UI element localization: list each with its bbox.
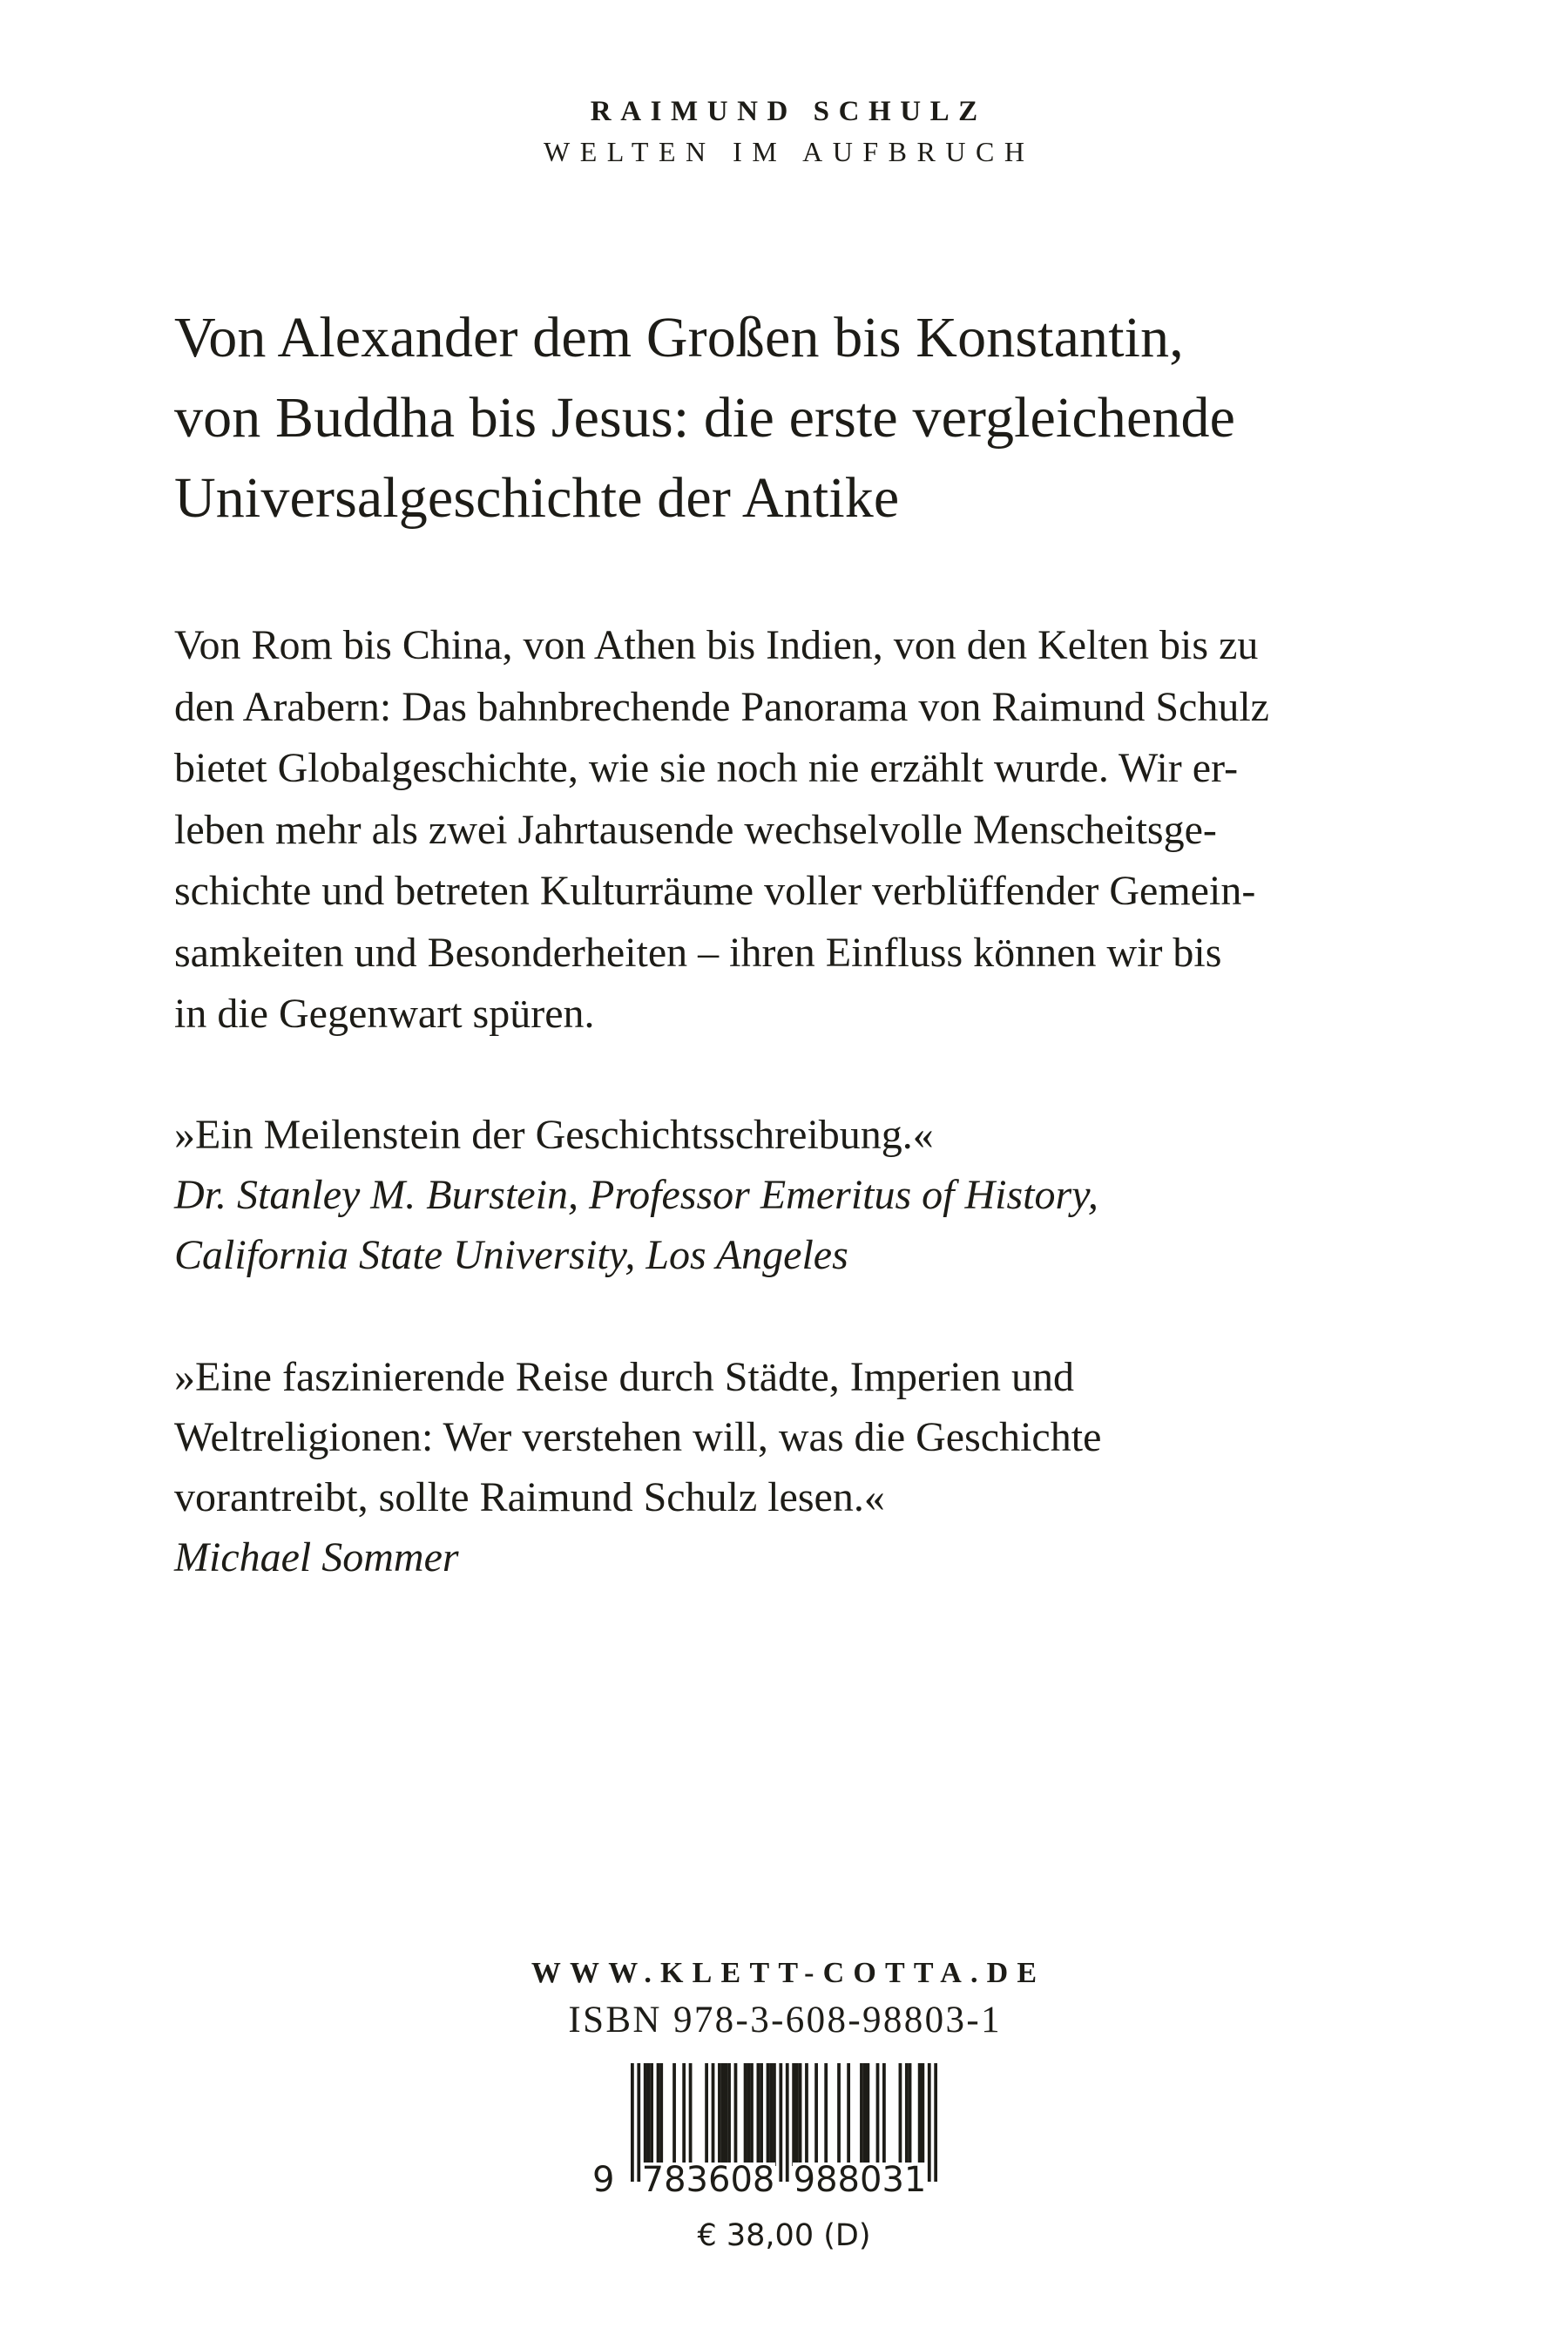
quote-sommer [174,1347,1394,1587]
headline-line: Von Alexander dem Großen bis Konstantin, [174,306,1184,369]
attribution-line: Michael Sommer [174,1534,459,1581]
barcode-digits-left: 783608 [641,2160,775,2200]
quote-text [174,1347,1394,1527]
attribution-line: California State University, Los Angeles [174,1232,848,1278]
quote-burstein [174,1105,1394,1285]
quote-line: »Ein Meilenstein der Geschichtsschreibung.« [174,1112,934,1158]
blurb-paragraph [174,615,1394,1046]
author-name: RAIMUND SCHULZ [590,96,987,127]
quote-text [174,1105,1394,1165]
publisher-website: WWW.KLETT-COTTA.DE [531,1957,1046,1989]
headline-line: Universalgeschichte der Antike [174,466,900,530]
blurb-line: schichte und betreten Kulturräume voller verblüffender Gemein- [174,868,1256,914]
quote-attribution [174,1165,1394,1285]
barcode-digit-first: 9 [592,2160,615,2200]
barcode-digits-right: 988031 [793,2160,927,2200]
isbn-label: ISBN 978-3-608-98803-1 [568,2000,1002,2041]
quote-attribution [174,1527,1394,1587]
blurb-line: den Arabern: Das bahnbrechende Panorama von Raimund Schulz [174,683,1269,730]
blurb-line: Von Rom bis China, von Athen bis Indien, von den Kelten bis zu [174,622,1259,668]
headline-line: von Buddha bis Jesus: die erste vergleichende [174,386,1236,450]
attribution-line: Dr. Stanley M. Burstein, Professor Emeritus of History, [174,1172,1098,1218]
blurb-line: in die Gegenwart spüren. [174,991,595,1037]
blurb-line: bietet Globalgeschichte, wie sie noch nie erzählt wurde. Wir er- [174,745,1239,791]
blurb-line: samkeiten und Besonderheiten – ihren Einfluss können wir bis [174,929,1222,976]
book-title: WELTEN IM AUFBRUCH [543,136,1035,167]
ean-barcode [592,2063,937,2203]
quote-line: Weltreligionen: Wer verstehen will, was die Geschichte [174,1414,1102,1460]
quote-line: vorantreibt, sollte Raimund Schulz lesen.« [174,1474,885,1520]
headline [174,298,1394,538]
price-label: € 38,00 (D) [697,2218,871,2253]
header [0,94,1568,169]
blurb-line: leben mehr als zwei Jahrtausende wechselvolle Menscheitsge- [174,806,1217,853]
quote-line: »Eine faszinierende Reise durch Städte, Imperien und [174,1354,1074,1400]
